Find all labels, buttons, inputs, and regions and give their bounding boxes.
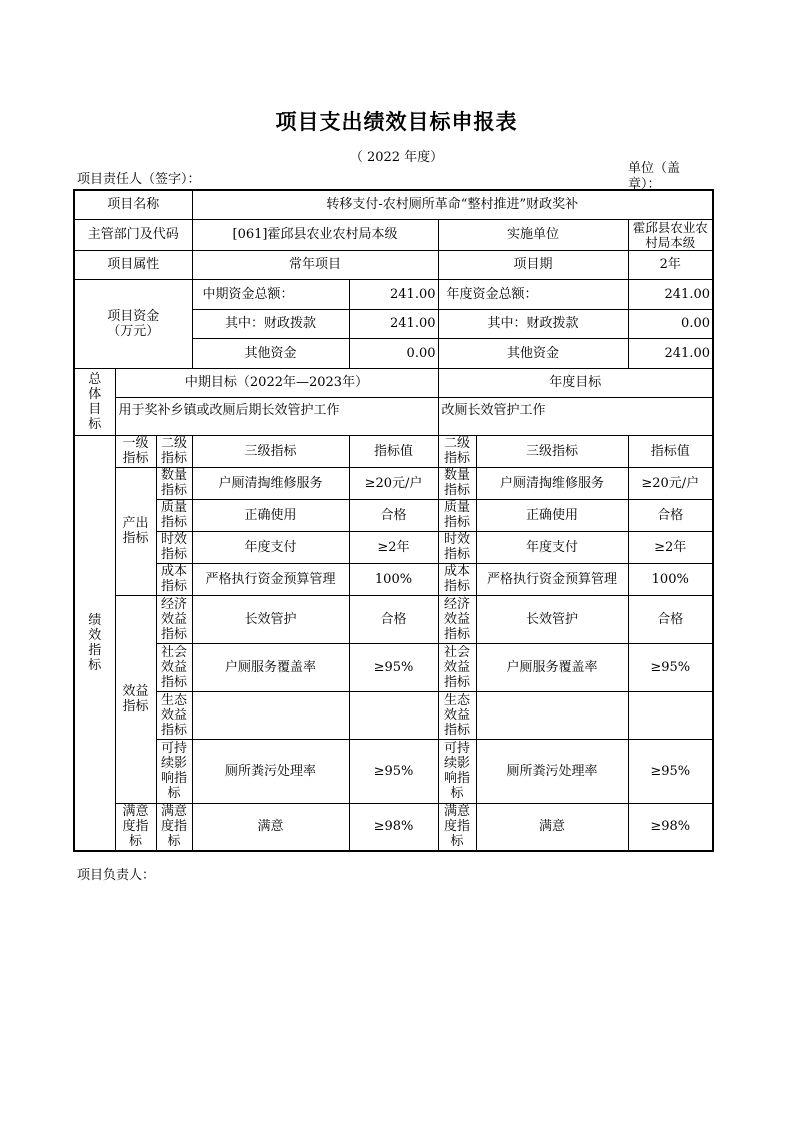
implementing-unit-label: 实施单位 bbox=[438, 219, 628, 250]
indicator-row-year-level2: 社会效益指标 bbox=[438, 643, 476, 691]
indicator-row-level3: 满意 bbox=[192, 803, 349, 851]
indicator-row-value: ≥95% bbox=[349, 643, 438, 691]
indicator-row-level3: 正确使用 bbox=[192, 499, 349, 531]
indicator-row-year-level3: 户厕清掏维修服务 bbox=[476, 467, 628, 499]
indicator-row-year-level3: 满意 bbox=[476, 803, 628, 851]
benefit-indicator-label: 效益指标 bbox=[115, 595, 156, 803]
form-title: 项目支出绩效目标申报表 bbox=[275, 110, 518, 134]
project-attribute-label: 项目属性 bbox=[74, 250, 192, 279]
performance-indicators-label: 绩效指标 bbox=[74, 435, 115, 851]
project-attribute-value: 常年项目 bbox=[192, 250, 438, 279]
indicator-row-year-value: 合格 bbox=[628, 499, 713, 531]
indicator-row-year-value: 100% bbox=[628, 563, 713, 595]
mid-other-label: 其他资金 bbox=[192, 338, 349, 368]
indicator-row-year-level3: 年度支付 bbox=[476, 531, 628, 563]
year-goal-header: 年度目标 bbox=[438, 368, 713, 397]
project-funds-label-text: 项目资金（万元） bbox=[107, 308, 160, 339]
year-other-label: 其他资金 bbox=[438, 338, 628, 368]
indicator-row-level2: 生态效益指标 bbox=[156, 691, 192, 739]
indicator-row-year-level2: 满意度指标 bbox=[438, 803, 476, 851]
project-leader-label: 项目负责人： bbox=[77, 868, 156, 883]
indicator-row-level3: 严格执行资金预算管理 bbox=[192, 563, 349, 595]
overall-goal-label: 总体目标 bbox=[74, 368, 115, 435]
indicator-row-year-value bbox=[628, 691, 713, 739]
department-value: [061]霍邱县农业农村局本级 bbox=[192, 219, 438, 250]
indicator-row-level2: 数量指标 bbox=[156, 467, 192, 499]
indicator-row-year-value: ≥20元/户 bbox=[628, 467, 713, 499]
indicator-row-level3: 厕所粪污处理率 bbox=[192, 739, 349, 803]
indicator-row-year-level3 bbox=[476, 691, 628, 739]
indicator-row-year-level2: 可持续影响指标 bbox=[438, 739, 476, 803]
project-name-value: 转移支付-农村厕所革命“整村推进”财政奖补 bbox=[192, 190, 713, 219]
mid-total-label: 中期资金总额： bbox=[192, 279, 349, 309]
indicator-row-year-level2: 时效指标 bbox=[438, 531, 476, 563]
project-funds-label bbox=[74, 279, 192, 368]
indicator-row-level2: 可持续影响指标 bbox=[156, 739, 192, 803]
mid-value-header: 指标值 bbox=[349, 435, 438, 467]
implementing-unit-value: 霍邱县农业农村局本级 bbox=[628, 219, 713, 250]
indicator-row-year-level2: 数量指标 bbox=[438, 467, 476, 499]
level1-header: 一级指标 bbox=[115, 435, 156, 467]
indicator-row-year-value: 合格 bbox=[628, 595, 713, 643]
indicator-row-year-level2: 质量指标 bbox=[438, 499, 476, 531]
indicator-row-year-level3: 正确使用 bbox=[476, 499, 628, 531]
indicator-row-year-level3: 厕所粪污处理率 bbox=[476, 739, 628, 803]
indicator-row-value: ≥2年 bbox=[349, 531, 438, 563]
indicator-row-year-value: ≥98% bbox=[628, 803, 713, 851]
project-name-label: 项目名称 bbox=[74, 190, 192, 219]
indicator-row-value: ≥98% bbox=[349, 803, 438, 851]
project-period-value: 2年 bbox=[628, 250, 713, 279]
indicator-row-level3: 户厕服务覆盖率 bbox=[192, 643, 349, 691]
year-fiscal-label: 其中：财政拨款 bbox=[438, 309, 628, 338]
indicator-row-level2: 质量指标 bbox=[156, 499, 192, 531]
year-goal-text: 改厕长效管护工作 bbox=[438, 397, 713, 435]
year-total-value: 241.00 bbox=[628, 279, 713, 309]
year-other-value: 241.00 bbox=[628, 338, 713, 368]
indicator-row-year-level2: 生态效益指标 bbox=[438, 691, 476, 739]
year-line: （ 2022 年度） bbox=[349, 150, 444, 165]
mid-total-value: 241.00 bbox=[349, 279, 438, 309]
indicator-row-value: ≥20元/户 bbox=[349, 467, 438, 499]
indicator-row-year-value: ≥2年 bbox=[628, 531, 713, 563]
indicator-row-year-level2: 成本指标 bbox=[438, 563, 476, 595]
indicator-row-year-level3: 严格执行资金预算管理 bbox=[476, 563, 628, 595]
indicator-row-value: 合格 bbox=[349, 499, 438, 531]
indicator-row-level3: 户厕清掏维修服务 bbox=[192, 467, 349, 499]
performance-target-table bbox=[73, 189, 714, 852]
indicator-row-year-level3: 长效管护 bbox=[476, 595, 628, 643]
output-indicator-label: 产出指标 bbox=[115, 467, 156, 595]
mid-level2-header: 二级指标 bbox=[156, 435, 192, 467]
year-fiscal-value: 0.00 bbox=[628, 309, 713, 338]
satisfaction-indicator-label: 满意度指标 bbox=[115, 803, 156, 851]
mid-goal-text: 用于奖补乡镇或改厕后期长效管护工作 bbox=[115, 397, 438, 435]
year-value-header: 指标值 bbox=[628, 435, 713, 467]
indicator-row-level2: 时效指标 bbox=[156, 531, 192, 563]
indicator-row-level2: 社会效益指标 bbox=[156, 643, 192, 691]
mid-fiscal-value: 241.00 bbox=[349, 309, 438, 338]
indicator-row-value: 合格 bbox=[349, 595, 438, 643]
year-level3-header: 三级指标 bbox=[476, 435, 628, 467]
indicator-row-year-value: ≥95% bbox=[628, 643, 713, 691]
department-label: 主管部门及代码 bbox=[74, 219, 192, 250]
mid-level3-header: 三级指标 bbox=[192, 435, 349, 467]
indicator-row-year-level2: 经济效益指标 bbox=[438, 595, 476, 643]
indicator-row-value bbox=[349, 691, 438, 739]
indicator-row-level2: 经济效益指标 bbox=[156, 595, 192, 643]
indicator-row-year-level3: 户厕服务覆盖率 bbox=[476, 643, 628, 691]
unit-seal-label: 单位（盖章）： bbox=[628, 161, 681, 189]
year-total-label: 年度资金总额： bbox=[438, 279, 628, 309]
indicator-row-level3: 长效管护 bbox=[192, 595, 349, 643]
indicator-row-level3 bbox=[192, 691, 349, 739]
responsible-person-label: 项目责任人（签字）： bbox=[77, 172, 201, 187]
indicator-row-level2: 成本指标 bbox=[156, 563, 192, 595]
mid-other-value: 0.00 bbox=[349, 338, 438, 368]
mid-goal-header: 中期目标（2022年—2023年） bbox=[115, 368, 438, 397]
indicator-row-value: ≥95% bbox=[349, 739, 438, 803]
indicator-row-level3: 年度支付 bbox=[192, 531, 349, 563]
indicator-row-year-value: ≥95% bbox=[628, 739, 713, 803]
mid-fiscal-label: 其中：财政拨款 bbox=[192, 309, 349, 338]
year-level2-header: 二级指标 bbox=[438, 435, 476, 467]
project-period-label: 项目期 bbox=[438, 250, 628, 279]
indicator-row-level2: 满意度指标 bbox=[156, 803, 192, 851]
indicator-row-value: 100% bbox=[349, 563, 438, 595]
